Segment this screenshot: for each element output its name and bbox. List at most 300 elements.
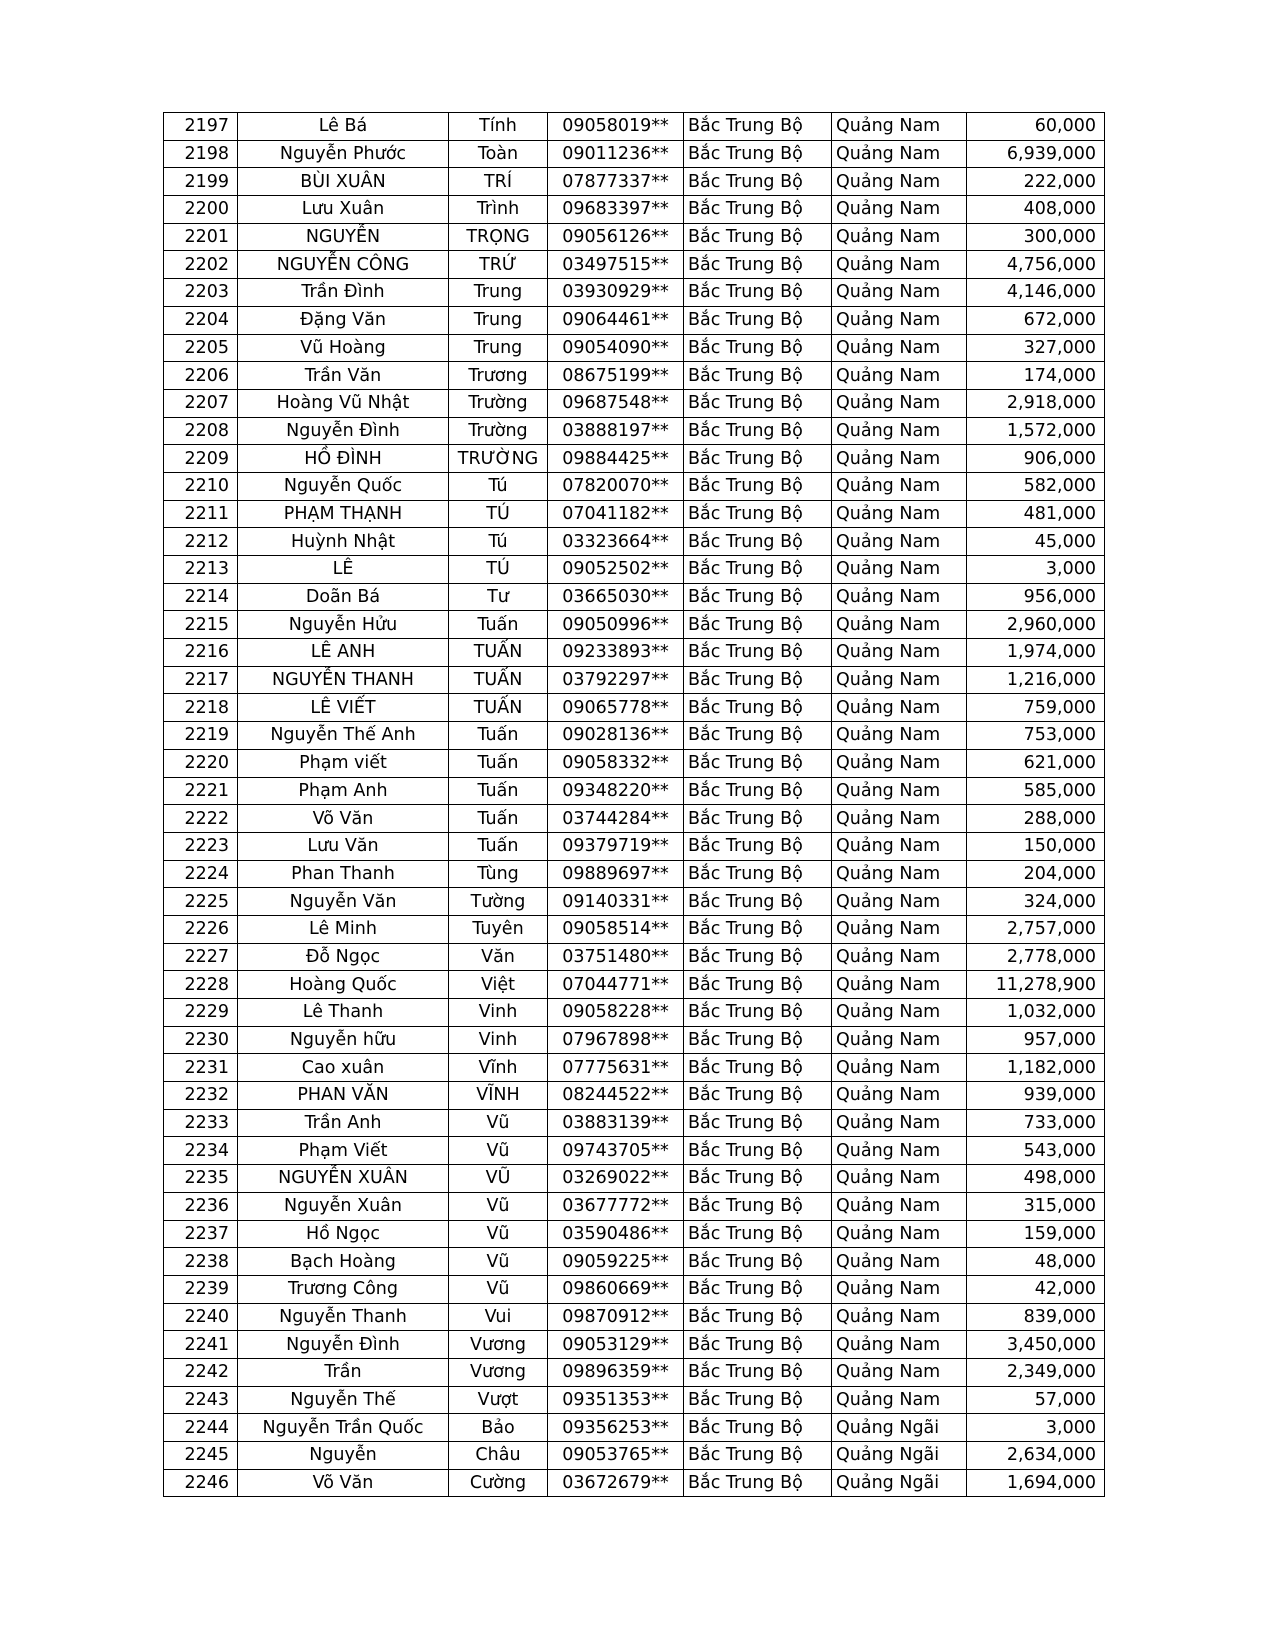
province: Quảng Nam (832, 223, 967, 251)
province: Quảng Nam (832, 362, 967, 390)
region: Bắc Trung Bộ (684, 389, 832, 417)
table-row (164, 279, 1105, 307)
province: Quảng Nam (832, 639, 967, 667)
table-row (164, 196, 1105, 224)
phone-number: 09052502** (548, 556, 684, 584)
phone-number: 09056126** (548, 223, 684, 251)
amount: 2,918,000 (967, 389, 1105, 417)
row-index: 2199 (164, 168, 238, 196)
row-index: 2233 (164, 1109, 238, 1137)
region: Bắc Trung Bộ (684, 140, 832, 168)
row-index: 2242 (164, 1358, 238, 1386)
table-row (164, 1386, 1105, 1414)
first-name: TUẤN (449, 666, 548, 694)
row-index: 2216 (164, 639, 238, 667)
province: Quảng Nam (832, 279, 967, 307)
first-name: Vĩnh (449, 1054, 548, 1082)
phone-number: 09683397** (548, 196, 684, 224)
table-row (164, 1442, 1105, 1470)
first-name: Trường (449, 389, 548, 417)
amount: 57,000 (967, 1386, 1105, 1414)
amount: 733,000 (967, 1109, 1105, 1137)
amount: 222,000 (967, 168, 1105, 196)
table-row (164, 1275, 1105, 1303)
amount: 839,000 (967, 1303, 1105, 1331)
row-index: 2241 (164, 1331, 238, 1359)
region: Bắc Trung Bộ (684, 1026, 832, 1054)
row-index: 2203 (164, 279, 238, 307)
region: Bắc Trung Bộ (684, 196, 832, 224)
first-name: Vũ (449, 1220, 548, 1248)
phone-number: 07877337** (548, 168, 684, 196)
region: Bắc Trung Bộ (684, 777, 832, 805)
row-index: 2234 (164, 1137, 238, 1165)
row-index: 2204 (164, 306, 238, 334)
row-index: 2232 (164, 1082, 238, 1110)
first-name: Bảo (449, 1414, 548, 1442)
phone-number: 09687548** (548, 389, 684, 417)
first-name: Vũ (449, 1275, 548, 1303)
table-body (164, 113, 1105, 1497)
table-row (164, 362, 1105, 390)
table-row (164, 1414, 1105, 1442)
table-row (164, 528, 1105, 556)
amount: 481,000 (967, 500, 1105, 528)
amount: 672,000 (967, 306, 1105, 334)
province: Quảng Nam (832, 915, 967, 943)
province: Quảng Nam (832, 1275, 967, 1303)
province: Quảng Nam (832, 722, 967, 750)
region: Bắc Trung Bộ (684, 694, 832, 722)
last-middle-name: Nguyễn Đình (238, 1331, 449, 1359)
region: Bắc Trung Bộ (684, 666, 832, 694)
region: Bắc Trung Bộ (684, 223, 832, 251)
region: Bắc Trung Bộ (684, 1248, 832, 1276)
region: Bắc Trung Bộ (684, 306, 832, 334)
phone-number: 09053765** (548, 1442, 684, 1470)
province: Quảng Ngãi (832, 1414, 967, 1442)
phone-number: 03751480** (548, 943, 684, 971)
row-index: 2209 (164, 445, 238, 473)
last-middle-name: Nguyễn Phước (238, 140, 449, 168)
region: Bắc Trung Bộ (684, 943, 832, 971)
last-middle-name: NGUYỄN CÔNG (238, 251, 449, 279)
row-index: 2219 (164, 722, 238, 750)
row-index: 2224 (164, 860, 238, 888)
row-index: 2229 (164, 999, 238, 1027)
last-middle-name: Bạch Hoàng (238, 1248, 449, 1276)
phone-number: 09379719** (548, 832, 684, 860)
region: Bắc Trung Bộ (684, 251, 832, 279)
region: Bắc Trung Bộ (684, 113, 832, 141)
region: Bắc Trung Bộ (684, 639, 832, 667)
first-name: Trung (449, 334, 548, 362)
last-middle-name: Võ Văn (238, 1469, 449, 1497)
first-name: Tuấn (449, 611, 548, 639)
province: Quảng Nam (832, 1165, 967, 1193)
region: Bắc Trung Bộ (684, 1275, 832, 1303)
table-row (164, 999, 1105, 1027)
row-index: 2217 (164, 666, 238, 694)
table-row (164, 611, 1105, 639)
first-name: Vũ (449, 1192, 548, 1220)
region: Bắc Trung Bộ (684, 971, 832, 999)
amount: 42,000 (967, 1275, 1105, 1303)
province: Quảng Nam (832, 1109, 967, 1137)
province: Quảng Nam (832, 832, 967, 860)
province: Quảng Nam (832, 417, 967, 445)
region: Bắc Trung Bộ (684, 1054, 832, 1082)
phone-number: 09351353** (548, 1386, 684, 1414)
table-row (164, 140, 1105, 168)
last-middle-name: Hồ Ngọc (238, 1220, 449, 1248)
first-name: Tuấn (449, 805, 548, 833)
last-middle-name: Trần Anh (238, 1109, 449, 1137)
row-index: 2215 (164, 611, 238, 639)
row-index: 2197 (164, 113, 238, 141)
table-row (164, 888, 1105, 916)
first-name: Việt (449, 971, 548, 999)
row-index: 2230 (164, 1026, 238, 1054)
province: Quảng Nam (832, 334, 967, 362)
first-name: TUẤN (449, 639, 548, 667)
last-middle-name: Đặng Văn (238, 306, 449, 334)
last-middle-name: Nguyễn hữu (238, 1026, 449, 1054)
phone-number: 09050996** (548, 611, 684, 639)
first-name: Vinh (449, 999, 548, 1027)
region: Bắc Trung Bộ (684, 168, 832, 196)
table-row (164, 943, 1105, 971)
last-middle-name: Doãn Bá (238, 583, 449, 611)
table-row (164, 1248, 1105, 1276)
first-name: Toàn (449, 140, 548, 168)
row-index: 2223 (164, 832, 238, 860)
phone-number: 09065778** (548, 694, 684, 722)
first-name: Tuấn (449, 722, 548, 750)
table-row (164, 500, 1105, 528)
last-middle-name: Lê Bá (238, 113, 449, 141)
table-row (164, 805, 1105, 833)
row-index: 2221 (164, 777, 238, 805)
table-row (164, 749, 1105, 777)
table-row (164, 1331, 1105, 1359)
last-middle-name: Lê Thanh (238, 999, 449, 1027)
first-name: Tính (449, 113, 548, 141)
row-index: 2214 (164, 583, 238, 611)
table-row (164, 777, 1105, 805)
phone-number: 03672679** (548, 1469, 684, 1497)
province: Quảng Nam (832, 749, 967, 777)
amount: 2,960,000 (967, 611, 1105, 639)
phone-number: 07967898** (548, 1026, 684, 1054)
first-name: Trung (449, 279, 548, 307)
row-index: 2201 (164, 223, 238, 251)
amount: 174,000 (967, 362, 1105, 390)
table-row (164, 168, 1105, 196)
region: Bắc Trung Bộ (684, 915, 832, 943)
first-name: Tuấn (449, 832, 548, 860)
table-row (164, 583, 1105, 611)
phone-number: 03590486** (548, 1220, 684, 1248)
province: Quảng Nam (832, 943, 967, 971)
province: Quảng Nam (832, 1248, 967, 1276)
first-name: VŨ (449, 1165, 548, 1193)
table-row (164, 1358, 1105, 1386)
province: Quảng Nam (832, 1054, 967, 1082)
first-name: Tuấn (449, 777, 548, 805)
last-middle-name: Nguyễn (238, 1442, 449, 1470)
first-name: Tường (449, 888, 548, 916)
province: Quảng Nam (832, 556, 967, 584)
region: Bắc Trung Bộ (684, 1303, 832, 1331)
last-middle-name: LÊ (238, 556, 449, 584)
first-name: Tùng (449, 860, 548, 888)
row-index: 2227 (164, 943, 238, 971)
last-middle-name: Cao xuân (238, 1054, 449, 1082)
last-middle-name: Lê Minh (238, 915, 449, 943)
row-index: 2237 (164, 1220, 238, 1248)
phone-number: 07775631** (548, 1054, 684, 1082)
amount: 1,572,000 (967, 417, 1105, 445)
table-row (164, 445, 1105, 473)
amount: 2,757,000 (967, 915, 1105, 943)
phone-number: 09896359** (548, 1358, 684, 1386)
data-table (163, 112, 1105, 1497)
row-index: 2218 (164, 694, 238, 722)
province: Quảng Nam (832, 140, 967, 168)
phone-number: 08675199** (548, 362, 684, 390)
first-name: Tư (449, 583, 548, 611)
phone-number: 03888197** (548, 417, 684, 445)
province: Quảng Nam (832, 445, 967, 473)
province: Quảng Nam (832, 113, 967, 141)
region: Bắc Trung Bộ (684, 832, 832, 860)
row-index: 2240 (164, 1303, 238, 1331)
phone-number: 03930929** (548, 279, 684, 307)
province: Quảng Nam (832, 1026, 967, 1054)
row-index: 2207 (164, 389, 238, 417)
amount: 408,000 (967, 196, 1105, 224)
last-middle-name: Vũ Hoàng (238, 334, 449, 362)
row-index: 2211 (164, 500, 238, 528)
province: Quảng Nam (832, 389, 967, 417)
amount: 582,000 (967, 472, 1105, 500)
region: Bắc Trung Bộ (684, 1082, 832, 1110)
region: Bắc Trung Bộ (684, 556, 832, 584)
phone-number: 03744284** (548, 805, 684, 833)
region: Bắc Trung Bộ (684, 860, 832, 888)
province: Quảng Nam (832, 666, 967, 694)
amount: 543,000 (967, 1137, 1105, 1165)
amount: 3,000 (967, 556, 1105, 584)
province: Quảng Nam (832, 500, 967, 528)
table-row (164, 971, 1105, 999)
table-row (164, 251, 1105, 279)
first-name: Tú (449, 528, 548, 556)
amount: 2,778,000 (967, 943, 1105, 971)
amount: 759,000 (967, 694, 1105, 722)
region: Bắc Trung Bộ (684, 749, 832, 777)
last-middle-name: Phạm Anh (238, 777, 449, 805)
region: Bắc Trung Bộ (684, 1414, 832, 1442)
phone-number: 09058019** (548, 113, 684, 141)
first-name: Vũ (449, 1109, 548, 1137)
province: Quảng Nam (832, 251, 967, 279)
amount: 1,974,000 (967, 639, 1105, 667)
last-middle-name: NGUYỄN XUÂN (238, 1165, 449, 1193)
phone-number: 09058228** (548, 999, 684, 1027)
row-index: 2236 (164, 1192, 238, 1220)
table-row (164, 722, 1105, 750)
phone-number: 03665030** (548, 583, 684, 611)
last-middle-name: Phạm Viết (238, 1137, 449, 1165)
table-row (164, 306, 1105, 334)
region: Bắc Trung Bộ (684, 1165, 832, 1193)
phone-number: 09870912** (548, 1303, 684, 1331)
table-row (164, 860, 1105, 888)
region: Bắc Trung Bộ (684, 1469, 832, 1497)
amount: 6,939,000 (967, 140, 1105, 168)
region: Bắc Trung Bộ (684, 279, 832, 307)
amount: 1,216,000 (967, 666, 1105, 694)
phone-number: 03792297** (548, 666, 684, 694)
amount: 1,694,000 (967, 1469, 1105, 1497)
row-index: 2239 (164, 1275, 238, 1303)
row-index: 2228 (164, 971, 238, 999)
amount: 327,000 (967, 334, 1105, 362)
phone-number: 09348220** (548, 777, 684, 805)
phone-number: 09059225** (548, 1248, 684, 1276)
phone-number: 09058332** (548, 749, 684, 777)
amount: 324,000 (967, 888, 1105, 916)
province: Quảng Nam (832, 999, 967, 1027)
first-name: Tuyên (449, 915, 548, 943)
table-row (164, 1165, 1105, 1193)
phone-number: 09064461** (548, 306, 684, 334)
region: Bắc Trung Bộ (684, 1386, 832, 1414)
last-middle-name: Trần Văn (238, 362, 449, 390)
amount: 906,000 (967, 445, 1105, 473)
first-name: TRỨ (449, 251, 548, 279)
row-index: 2222 (164, 805, 238, 833)
region: Bắc Trung Bộ (684, 528, 832, 556)
last-middle-name: LÊ ANH (238, 639, 449, 667)
region: Bắc Trung Bộ (684, 1137, 832, 1165)
amount: 48,000 (967, 1248, 1105, 1276)
province: Quảng Nam (832, 1331, 967, 1359)
region: Bắc Trung Bộ (684, 999, 832, 1027)
table-row (164, 915, 1105, 943)
province: Quảng Nam (832, 777, 967, 805)
region: Bắc Trung Bộ (684, 583, 832, 611)
table-row (164, 472, 1105, 500)
province: Quảng Nam (832, 1137, 967, 1165)
amount: 1,032,000 (967, 999, 1105, 1027)
phone-number: 09356253** (548, 1414, 684, 1442)
row-index: 2212 (164, 528, 238, 556)
table-row (164, 1137, 1105, 1165)
row-index: 2244 (164, 1414, 238, 1442)
table-row (164, 1192, 1105, 1220)
last-middle-name: Phạm viết (238, 749, 449, 777)
region: Bắc Trung Bộ (684, 445, 832, 473)
row-index: 2205 (164, 334, 238, 362)
phone-number: 09233893** (548, 639, 684, 667)
phone-number: 09058514** (548, 915, 684, 943)
region: Bắc Trung Bộ (684, 722, 832, 750)
phone-number: 09743705** (548, 1137, 684, 1165)
first-name: Trường (449, 417, 548, 445)
region: Bắc Trung Bộ (684, 362, 832, 390)
phone-number: 09028136** (548, 722, 684, 750)
first-name: TUẤN (449, 694, 548, 722)
last-middle-name: Đỗ Ngọc (238, 943, 449, 971)
region: Bắc Trung Bộ (684, 1109, 832, 1137)
phone-number: 09011236** (548, 140, 684, 168)
amount: 1,182,000 (967, 1054, 1105, 1082)
table-row (164, 389, 1105, 417)
table-row (164, 334, 1105, 362)
table-row (164, 1303, 1105, 1331)
amount: 150,000 (967, 832, 1105, 860)
last-middle-name: Nguyễn Thế Anh (238, 722, 449, 750)
last-middle-name: Lưu Văn (238, 832, 449, 860)
region: Bắc Trung Bộ (684, 1220, 832, 1248)
phone-number: 03323664** (548, 528, 684, 556)
row-index: 2245 (164, 1442, 238, 1470)
row-index: 2225 (164, 888, 238, 916)
phone-number: 09889697** (548, 860, 684, 888)
province: Quảng Nam (832, 888, 967, 916)
last-middle-name: Nguyễn Trần Quốc (238, 1414, 449, 1442)
first-name: Tuấn (449, 749, 548, 777)
last-middle-name: PHAN VĂN (238, 1082, 449, 1110)
first-name: TÚ (449, 500, 548, 528)
amount: 753,000 (967, 722, 1105, 750)
amount: 956,000 (967, 583, 1105, 611)
province: Quảng Nam (832, 971, 967, 999)
region: Bắc Trung Bộ (684, 805, 832, 833)
province: Quảng Nam (832, 694, 967, 722)
table-row (164, 1082, 1105, 1110)
first-name: Trình (449, 196, 548, 224)
phone-number: 07044771** (548, 971, 684, 999)
table-row (164, 1054, 1105, 1082)
first-name: Châu (449, 1442, 548, 1470)
first-name: Trung (449, 306, 548, 334)
province: Quảng Nam (832, 1303, 967, 1331)
row-index: 2220 (164, 749, 238, 777)
phone-number: 03677772** (548, 1192, 684, 1220)
province: Quảng Nam (832, 1082, 967, 1110)
phone-number: 09140331** (548, 888, 684, 916)
table-row (164, 832, 1105, 860)
last-middle-name: Trần (238, 1358, 449, 1386)
first-name: Vương (449, 1331, 548, 1359)
region: Bắc Trung Bộ (684, 500, 832, 528)
table-row (164, 417, 1105, 445)
last-middle-name: Trần Đình (238, 279, 449, 307)
last-middle-name: Nguyễn Xuân (238, 1192, 449, 1220)
province: Quảng Nam (832, 1220, 967, 1248)
province: Quảng Nam (832, 306, 967, 334)
region: Bắc Trung Bộ (684, 1192, 832, 1220)
province: Quảng Nam (832, 860, 967, 888)
region: Bắc Trung Bộ (684, 417, 832, 445)
first-name: Vinh (449, 1026, 548, 1054)
amount: 300,000 (967, 223, 1105, 251)
table-row (164, 556, 1105, 584)
